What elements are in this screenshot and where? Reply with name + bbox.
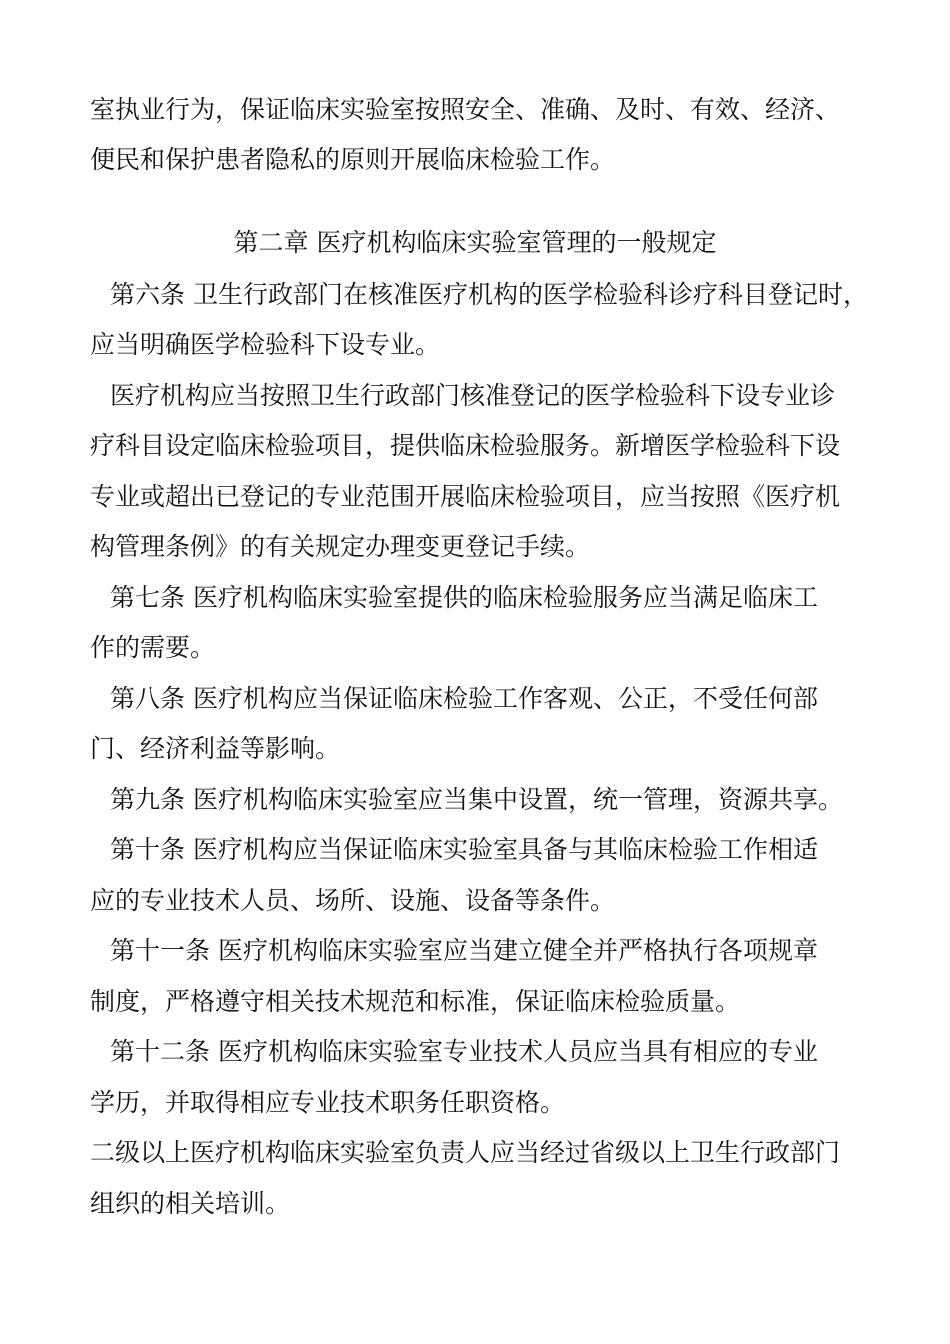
paragraph-line: 构管理条例》的有关规定办理变更登记手续。	[90, 532, 591, 561]
paragraph-line: 制度，严格遵守相关技术规范和标准，保证临床检验质量。	[90, 987, 741, 1016]
article-10-line: 第十条 医疗机构应当保证临床实验室具备与其临床检验工作相适	[110, 835, 818, 864]
article-9-line: 第九条 医疗机构临床实验室应当集中设置，统一管理，资源共享。	[110, 785, 843, 814]
paragraph-line: 应的专业技术人员、场所、设施、设备等条件。	[90, 886, 616, 915]
paragraph-line: 组织的相关培训。	[90, 1189, 291, 1218]
article-12-line: 第十二条 医疗机构临床实验室专业技术人员应当具有相应的专业	[110, 1037, 818, 1066]
paragraph-line: 学历，并取得相应专业技术职务任职资格。	[90, 1088, 566, 1117]
paragraph-line: 门、经济利益等影响。	[90, 734, 341, 763]
paragraph-line: 便民和保护患者隐私的原则开展临床检验工作。	[90, 145, 616, 174]
article-7-line: 第七条 医疗机构临床实验室提供的临床检验服务应当满足临床工	[110, 583, 818, 612]
article-11-line: 第十一条 医疗机构临床实验室应当建立健全并严格执行各项规章	[110, 936, 818, 965]
article-6-line: 第六条 卫生行政部门在核准医疗机构的医学检验科诊疗科目登记时，	[110, 280, 868, 309]
paragraph-line: 疗科目设定临床检验项目，提供临床检验服务。新增医学检验科下设	[90, 431, 841, 460]
article-8-line: 第八条 医疗机构应当保证临床检验工作客观、公正，不受任何部	[110, 684, 818, 713]
paragraph-line: 应当明确医学检验科下设专业。	[90, 330, 441, 359]
paragraph-line: 二级以上医疗机构临床实验室负责人应当经过省级以上卫生行政部门	[90, 1138, 841, 1167]
paragraph-line: 作的需要。	[90, 633, 216, 662]
chapter-heading: 第二章 医疗机构临床实验室管理的一般规定	[233, 228, 717, 257]
paragraph-line: 医疗机构应当按照卫生行政部门核准登记的医学检验科下设专业诊	[110, 381, 836, 410]
paragraph-line: 专业或超出已登记的专业范围开展临床检验项目，应当按照《医疗机	[90, 482, 841, 511]
paragraph-line: 室执业行为，保证临床实验室按照安全、准确、及时、有效、经济、	[90, 95, 841, 124]
